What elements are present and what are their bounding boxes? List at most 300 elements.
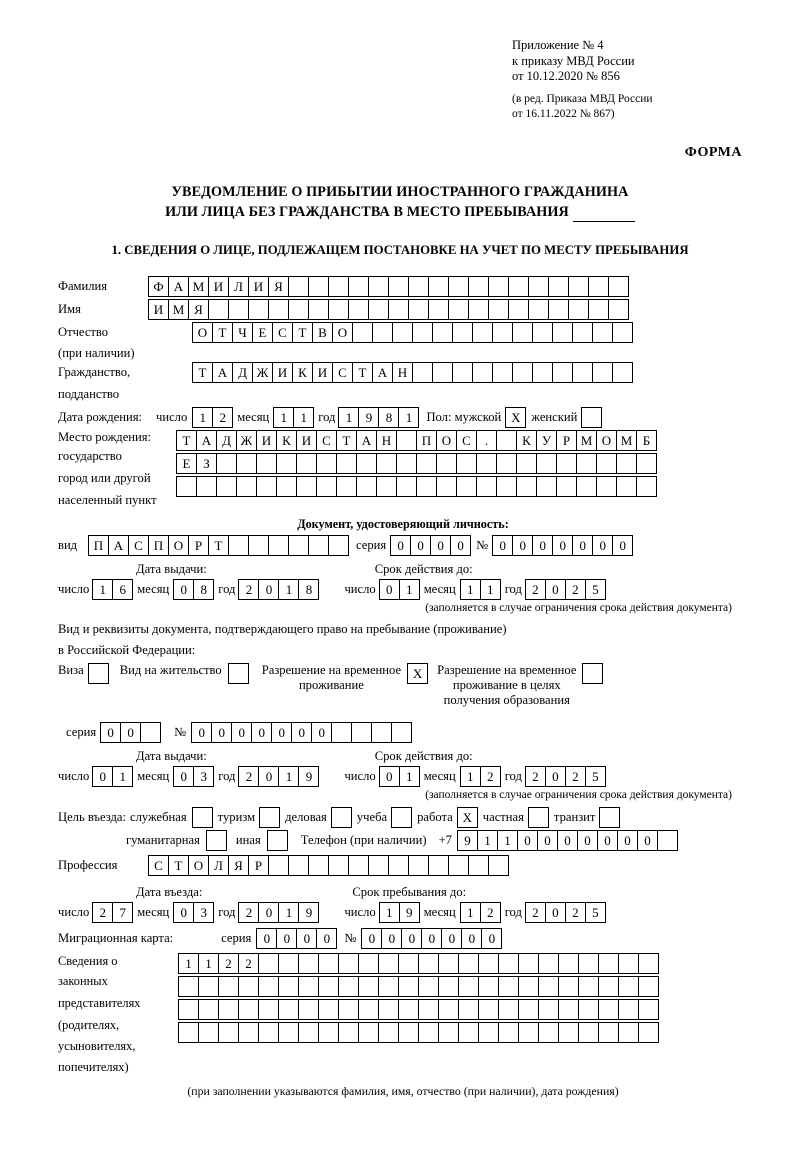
- cell[interactable]: [516, 476, 537, 497]
- cell[interactable]: Е: [252, 322, 273, 343]
- cell[interactable]: [538, 976, 559, 997]
- cell[interactable]: 0: [361, 928, 382, 949]
- cell[interactable]: [336, 453, 357, 474]
- temp-residence-checkbox[interactable]: [407, 663, 427, 684]
- permit-number-input[interactable]: [191, 722, 411, 743]
- cell[interactable]: Т: [176, 430, 197, 451]
- cell[interactable]: [488, 855, 509, 876]
- cell[interactable]: [608, 299, 629, 320]
- cell[interactable]: [578, 1022, 599, 1043]
- cell[interactable]: [528, 299, 549, 320]
- cell[interactable]: 0: [517, 830, 538, 851]
- cell[interactable]: 2: [525, 902, 546, 923]
- cell[interactable]: 0: [592, 535, 613, 556]
- cell[interactable]: [248, 535, 269, 556]
- cell[interactable]: [298, 999, 319, 1020]
- cell[interactable]: [256, 453, 277, 474]
- cell[interactable]: [618, 976, 639, 997]
- cell[interactable]: [391, 722, 412, 743]
- cell[interactable]: И: [208, 276, 229, 297]
- cell[interactable]: 0: [92, 766, 113, 787]
- cell[interactable]: [598, 976, 619, 997]
- cell[interactable]: Я: [228, 855, 249, 876]
- cell[interactable]: [392, 322, 413, 343]
- cell[interactable]: [298, 953, 319, 974]
- cell[interactable]: О: [188, 855, 209, 876]
- cell[interactable]: [598, 1022, 619, 1043]
- cell[interactable]: О: [596, 430, 617, 451]
- cell[interactable]: [396, 453, 417, 474]
- cell[interactable]: [556, 476, 577, 497]
- cell[interactable]: [472, 322, 493, 343]
- cell[interactable]: 8: [193, 579, 214, 600]
- cell[interactable]: 0: [296, 928, 317, 949]
- cell[interactable]: 0: [390, 535, 411, 556]
- cell[interactable]: Я: [188, 299, 209, 320]
- cell[interactable]: 1: [497, 830, 518, 851]
- cell[interactable]: [178, 976, 199, 997]
- cell[interactable]: Т: [336, 430, 357, 451]
- cell[interactable]: 0: [612, 535, 633, 556]
- cell[interactable]: Ч: [232, 322, 253, 343]
- name-input[interactable]: [148, 299, 628, 320]
- birthplace-row-2[interactable]: [176, 453, 656, 474]
- cell[interactable]: 0: [191, 722, 212, 743]
- cell[interactable]: [472, 362, 493, 383]
- birthplace-row-3[interactable]: [176, 476, 656, 497]
- cell[interactable]: [368, 299, 389, 320]
- cell[interactable]: 7: [112, 902, 133, 923]
- cell[interactable]: 2: [525, 766, 546, 787]
- cell[interactable]: А: [372, 362, 393, 383]
- stay-month-input[interactable]: [460, 902, 500, 923]
- cell[interactable]: [318, 976, 339, 997]
- cell[interactable]: Н: [376, 430, 397, 451]
- cell[interactable]: [328, 299, 349, 320]
- cell[interactable]: [338, 976, 359, 997]
- cell[interactable]: [448, 299, 469, 320]
- cell[interactable]: [88, 663, 109, 684]
- cell[interactable]: [578, 976, 599, 997]
- cell[interactable]: А: [196, 430, 217, 451]
- cell[interactable]: [348, 299, 369, 320]
- cell[interactable]: 9: [298, 902, 319, 923]
- cell[interactable]: 0: [271, 722, 292, 743]
- cell[interactable]: И: [296, 430, 317, 451]
- profession-input[interactable]: [148, 855, 508, 876]
- cell[interactable]: [268, 299, 289, 320]
- cell[interactable]: 0: [258, 579, 279, 600]
- cell[interactable]: [438, 999, 459, 1020]
- permit-valid-year-input[interactable]: [525, 766, 605, 787]
- cell[interactable]: [456, 476, 477, 497]
- cell[interactable]: [528, 807, 549, 828]
- cell[interactable]: [538, 953, 559, 974]
- cell[interactable]: И: [256, 430, 277, 451]
- cell[interactable]: 0: [256, 928, 277, 949]
- cell[interactable]: [532, 362, 553, 383]
- cell[interactable]: 0: [251, 722, 272, 743]
- cell[interactable]: У: [536, 430, 557, 451]
- cell[interactable]: [348, 855, 369, 876]
- cell[interactable]: 0: [617, 830, 638, 851]
- cell[interactable]: 2: [92, 902, 113, 923]
- cell[interactable]: [598, 999, 619, 1020]
- cell[interactable]: 9: [358, 407, 379, 428]
- cell[interactable]: [178, 1022, 199, 1043]
- cell[interactable]: [338, 953, 359, 974]
- cell[interactable]: 5: [585, 579, 606, 600]
- cell[interactable]: [198, 1022, 219, 1043]
- cell[interactable]: 8: [378, 407, 399, 428]
- cell[interactable]: [488, 299, 509, 320]
- cell[interactable]: 0: [379, 766, 400, 787]
- cell[interactable]: [276, 453, 297, 474]
- cell[interactable]: 0: [557, 830, 578, 851]
- cell[interactable]: [496, 476, 517, 497]
- cell[interactable]: О: [436, 430, 457, 451]
- cell[interactable]: [398, 999, 419, 1020]
- cell[interactable]: 0: [552, 535, 573, 556]
- cell[interactable]: [636, 453, 657, 474]
- cell[interactable]: [596, 453, 617, 474]
- cell[interactable]: [478, 953, 499, 974]
- cell[interactable]: [408, 299, 429, 320]
- cell[interactable]: [638, 976, 659, 997]
- cell[interactable]: В: [312, 322, 333, 343]
- cell[interactable]: [512, 362, 533, 383]
- cell[interactable]: Е: [176, 453, 197, 474]
- cell[interactable]: [532, 322, 553, 343]
- cell[interactable]: 6: [112, 579, 133, 600]
- cell[interactable]: [538, 1022, 559, 1043]
- cell[interactable]: [336, 476, 357, 497]
- citizenship-input[interactable]: [192, 362, 632, 383]
- permit-valid-month-input[interactable]: [460, 766, 500, 787]
- purpose-private-checkbox[interactable]: [528, 807, 548, 828]
- cell[interactable]: С: [128, 535, 149, 556]
- permit-issue-month-input[interactable]: [173, 766, 213, 787]
- cell[interactable]: [582, 663, 603, 684]
- cell[interactable]: [208, 299, 229, 320]
- cell[interactable]: [376, 453, 397, 474]
- edu-residence-checkbox[interactable]: [582, 663, 602, 684]
- cell[interactable]: [536, 476, 557, 497]
- phone-input[interactable]: [457, 830, 677, 851]
- cell[interactable]: 0: [401, 928, 422, 949]
- cell[interactable]: [536, 453, 557, 474]
- cell[interactable]: [348, 276, 369, 297]
- cell[interactable]: 1: [178, 953, 199, 974]
- cell[interactable]: [496, 430, 517, 451]
- cell[interactable]: [456, 453, 477, 474]
- cell[interactable]: [558, 999, 579, 1020]
- cell[interactable]: [378, 976, 399, 997]
- cell[interactable]: [408, 855, 429, 876]
- cell[interactable]: [528, 276, 549, 297]
- cell[interactable]: С: [456, 430, 477, 451]
- cell[interactable]: 2: [480, 766, 501, 787]
- cell[interactable]: 1: [480, 579, 501, 600]
- cell[interactable]: [258, 953, 279, 974]
- cell[interactable]: 0: [258, 766, 279, 787]
- cell[interactable]: [448, 276, 469, 297]
- cell[interactable]: [538, 999, 559, 1020]
- cell[interactable]: [398, 953, 419, 974]
- cell[interactable]: [358, 1022, 379, 1043]
- cell[interactable]: [218, 999, 239, 1020]
- cell[interactable]: [258, 999, 279, 1020]
- cell[interactable]: 1: [338, 407, 359, 428]
- cell[interactable]: [288, 855, 309, 876]
- cell[interactable]: [581, 407, 602, 428]
- cell[interactable]: Т: [168, 855, 189, 876]
- visa-checkbox[interactable]: [88, 663, 108, 684]
- cell[interactable]: [518, 953, 539, 974]
- cell[interactable]: [218, 1022, 239, 1043]
- cell[interactable]: [412, 322, 433, 343]
- cell[interactable]: [478, 976, 499, 997]
- cell[interactable]: 0: [100, 722, 121, 743]
- cell[interactable]: 1: [293, 407, 314, 428]
- cell[interactable]: 1: [460, 579, 481, 600]
- permit-issue-day-input[interactable]: [92, 766, 132, 787]
- cell[interactable]: [338, 999, 359, 1020]
- cell[interactable]: 5: [585, 766, 606, 787]
- cell[interactable]: Д: [232, 362, 253, 383]
- migration-card-number-input[interactable]: [361, 928, 501, 949]
- cell[interactable]: [308, 535, 329, 556]
- cell[interactable]: [458, 976, 479, 997]
- cell[interactable]: Р: [248, 855, 269, 876]
- cell[interactable]: Ж: [252, 362, 273, 383]
- cell[interactable]: 0: [173, 579, 194, 600]
- cell[interactable]: [288, 276, 309, 297]
- cell[interactable]: 2: [212, 407, 233, 428]
- cell[interactable]: [548, 276, 569, 297]
- cell[interactable]: 0: [450, 535, 471, 556]
- cell[interactable]: 0: [291, 722, 312, 743]
- cell[interactable]: .: [476, 430, 497, 451]
- cell[interactable]: 5: [585, 902, 606, 923]
- cell[interactable]: [492, 322, 513, 343]
- cell[interactable]: [458, 953, 479, 974]
- cell[interactable]: 0: [545, 579, 566, 600]
- permit-issue-year-input[interactable]: [238, 766, 318, 787]
- cell[interactable]: [452, 322, 473, 343]
- cell[interactable]: Т: [192, 362, 213, 383]
- cell[interactable]: [596, 476, 617, 497]
- cell[interactable]: [351, 722, 372, 743]
- cell[interactable]: [476, 476, 497, 497]
- cell[interactable]: Я: [268, 276, 289, 297]
- cell[interactable]: [618, 1022, 639, 1043]
- cell[interactable]: 2: [565, 902, 586, 923]
- cell[interactable]: Р: [556, 430, 577, 451]
- cell[interactable]: 0: [211, 722, 232, 743]
- entry-day-input[interactable]: [92, 902, 132, 923]
- cell[interactable]: 2: [525, 579, 546, 600]
- cell[interactable]: [496, 453, 517, 474]
- cell[interactable]: [556, 453, 577, 474]
- surname-input[interactable]: [148, 276, 628, 297]
- cell[interactable]: [368, 276, 389, 297]
- cell[interactable]: 1: [278, 579, 299, 600]
- cell[interactable]: [238, 1022, 259, 1043]
- cell[interactable]: Т: [352, 362, 373, 383]
- cell[interactable]: [458, 999, 479, 1020]
- cell[interactable]: [378, 999, 399, 1020]
- cell[interactable]: 2: [565, 579, 586, 600]
- cell[interactable]: [388, 299, 409, 320]
- cell[interactable]: 1: [198, 953, 219, 974]
- cell[interactable]: 1: [460, 902, 481, 923]
- cell[interactable]: [278, 976, 299, 997]
- cell[interactable]: [612, 362, 633, 383]
- cell[interactable]: [638, 953, 659, 974]
- cell[interactable]: [412, 362, 433, 383]
- cell[interactable]: 9: [399, 902, 420, 923]
- cell[interactable]: [278, 999, 299, 1020]
- cell[interactable]: А: [108, 535, 129, 556]
- cell[interactable]: [428, 276, 449, 297]
- cell[interactable]: О: [192, 322, 213, 343]
- cell[interactable]: 1: [477, 830, 498, 851]
- cell[interactable]: 0: [430, 535, 451, 556]
- cell[interactable]: [428, 299, 449, 320]
- cell[interactable]: [352, 322, 373, 343]
- cell[interactable]: 0: [597, 830, 618, 851]
- iddoc-issue-year-input[interactable]: [238, 579, 318, 600]
- stay-year-input[interactable]: [525, 902, 605, 923]
- cell[interactable]: [236, 453, 257, 474]
- cell[interactable]: М: [576, 430, 597, 451]
- cell[interactable]: X: [407, 663, 428, 684]
- cell[interactable]: [598, 953, 619, 974]
- cell[interactable]: И: [248, 276, 269, 297]
- cell[interactable]: [432, 322, 453, 343]
- entry-year-input[interactable]: [238, 902, 318, 923]
- cell[interactable]: [256, 476, 277, 497]
- cell[interactable]: [498, 999, 519, 1020]
- residence-permit-checkbox[interactable]: [228, 663, 248, 684]
- cell[interactable]: [338, 1022, 359, 1043]
- cell[interactable]: [572, 362, 593, 383]
- cell[interactable]: 1: [92, 579, 113, 600]
- cell[interactable]: 2: [480, 902, 501, 923]
- cell[interactable]: 0: [481, 928, 502, 949]
- cell[interactable]: 0: [577, 830, 598, 851]
- cell[interactable]: [558, 976, 579, 997]
- birth-day-input[interactable]: [192, 407, 232, 428]
- cell[interactable]: С: [272, 322, 293, 343]
- cell[interactable]: 1: [192, 407, 213, 428]
- cell[interactable]: [268, 535, 289, 556]
- cell[interactable]: Д: [216, 430, 237, 451]
- cell[interactable]: 0: [410, 535, 431, 556]
- cell[interactable]: [298, 1022, 319, 1043]
- cell[interactable]: 0: [173, 902, 194, 923]
- cell[interactable]: [578, 953, 599, 974]
- cell[interactable]: [318, 953, 339, 974]
- cell[interactable]: 3: [193, 766, 214, 787]
- cell[interactable]: [276, 476, 297, 497]
- cell[interactable]: [476, 453, 497, 474]
- cell[interactable]: [498, 976, 519, 997]
- cell[interactable]: [588, 299, 609, 320]
- cell[interactable]: [368, 855, 389, 876]
- purpose-business-checkbox[interactable]: [331, 807, 351, 828]
- cell[interactable]: [140, 722, 161, 743]
- cell[interactable]: 0: [316, 928, 337, 949]
- cell[interactable]: [396, 430, 417, 451]
- birthplace-row-1[interactable]: [176, 430, 656, 451]
- cell[interactable]: [498, 1022, 519, 1043]
- cell[interactable]: [236, 476, 257, 497]
- cell[interactable]: [258, 1022, 279, 1043]
- cell[interactable]: М: [168, 299, 189, 320]
- cell[interactable]: [638, 1022, 659, 1043]
- cell[interactable]: С: [316, 430, 337, 451]
- cell[interactable]: 0: [537, 830, 558, 851]
- iddoc-valid-month-input[interactable]: [460, 579, 500, 600]
- cell[interactable]: А: [168, 276, 189, 297]
- cell[interactable]: [492, 362, 513, 383]
- cell[interactable]: [416, 476, 437, 497]
- purpose-work-checkbox[interactable]: [457, 807, 477, 828]
- cell[interactable]: Б: [636, 430, 657, 451]
- iddoc-valid-day-input[interactable]: [379, 579, 419, 600]
- cell[interactable]: 0: [173, 766, 194, 787]
- birth-year-input[interactable]: [338, 407, 418, 428]
- cell[interactable]: [576, 476, 597, 497]
- cell[interactable]: А: [212, 362, 233, 383]
- cell[interactable]: 1: [273, 407, 294, 428]
- cell[interactable]: [328, 855, 349, 876]
- cell[interactable]: [548, 299, 569, 320]
- cell[interactable]: С: [332, 362, 353, 383]
- cell[interactable]: [296, 453, 317, 474]
- cell[interactable]: [408, 276, 429, 297]
- cell[interactable]: Т: [292, 322, 313, 343]
- legal-rep-row-3[interactable]: [178, 999, 658, 1020]
- cell[interactable]: [378, 953, 399, 974]
- cell[interactable]: [592, 322, 613, 343]
- cell[interactable]: П: [148, 535, 169, 556]
- cell[interactable]: [198, 976, 219, 997]
- cell[interactable]: И: [272, 362, 293, 383]
- cell[interactable]: К: [516, 430, 537, 451]
- cell[interactable]: Н: [392, 362, 413, 383]
- cell[interactable]: [216, 453, 237, 474]
- cell[interactable]: Л: [208, 855, 229, 876]
- sex-female-checkbox[interactable]: [581, 407, 601, 428]
- cell[interactable]: [268, 855, 289, 876]
- cell[interactable]: [436, 453, 457, 474]
- cell[interactable]: 1: [399, 579, 420, 600]
- cell[interactable]: [267, 830, 288, 851]
- cell[interactable]: [618, 999, 639, 1020]
- cell[interactable]: [436, 476, 457, 497]
- cell[interactable]: М: [616, 430, 637, 451]
- cell[interactable]: [218, 976, 239, 997]
- cell[interactable]: [478, 999, 499, 1020]
- cell[interactable]: [216, 476, 237, 497]
- cell[interactable]: [331, 807, 352, 828]
- legal-rep-row-1[interactable]: [178, 953, 658, 974]
- cell[interactable]: 0: [572, 535, 593, 556]
- cell[interactable]: 1: [398, 407, 419, 428]
